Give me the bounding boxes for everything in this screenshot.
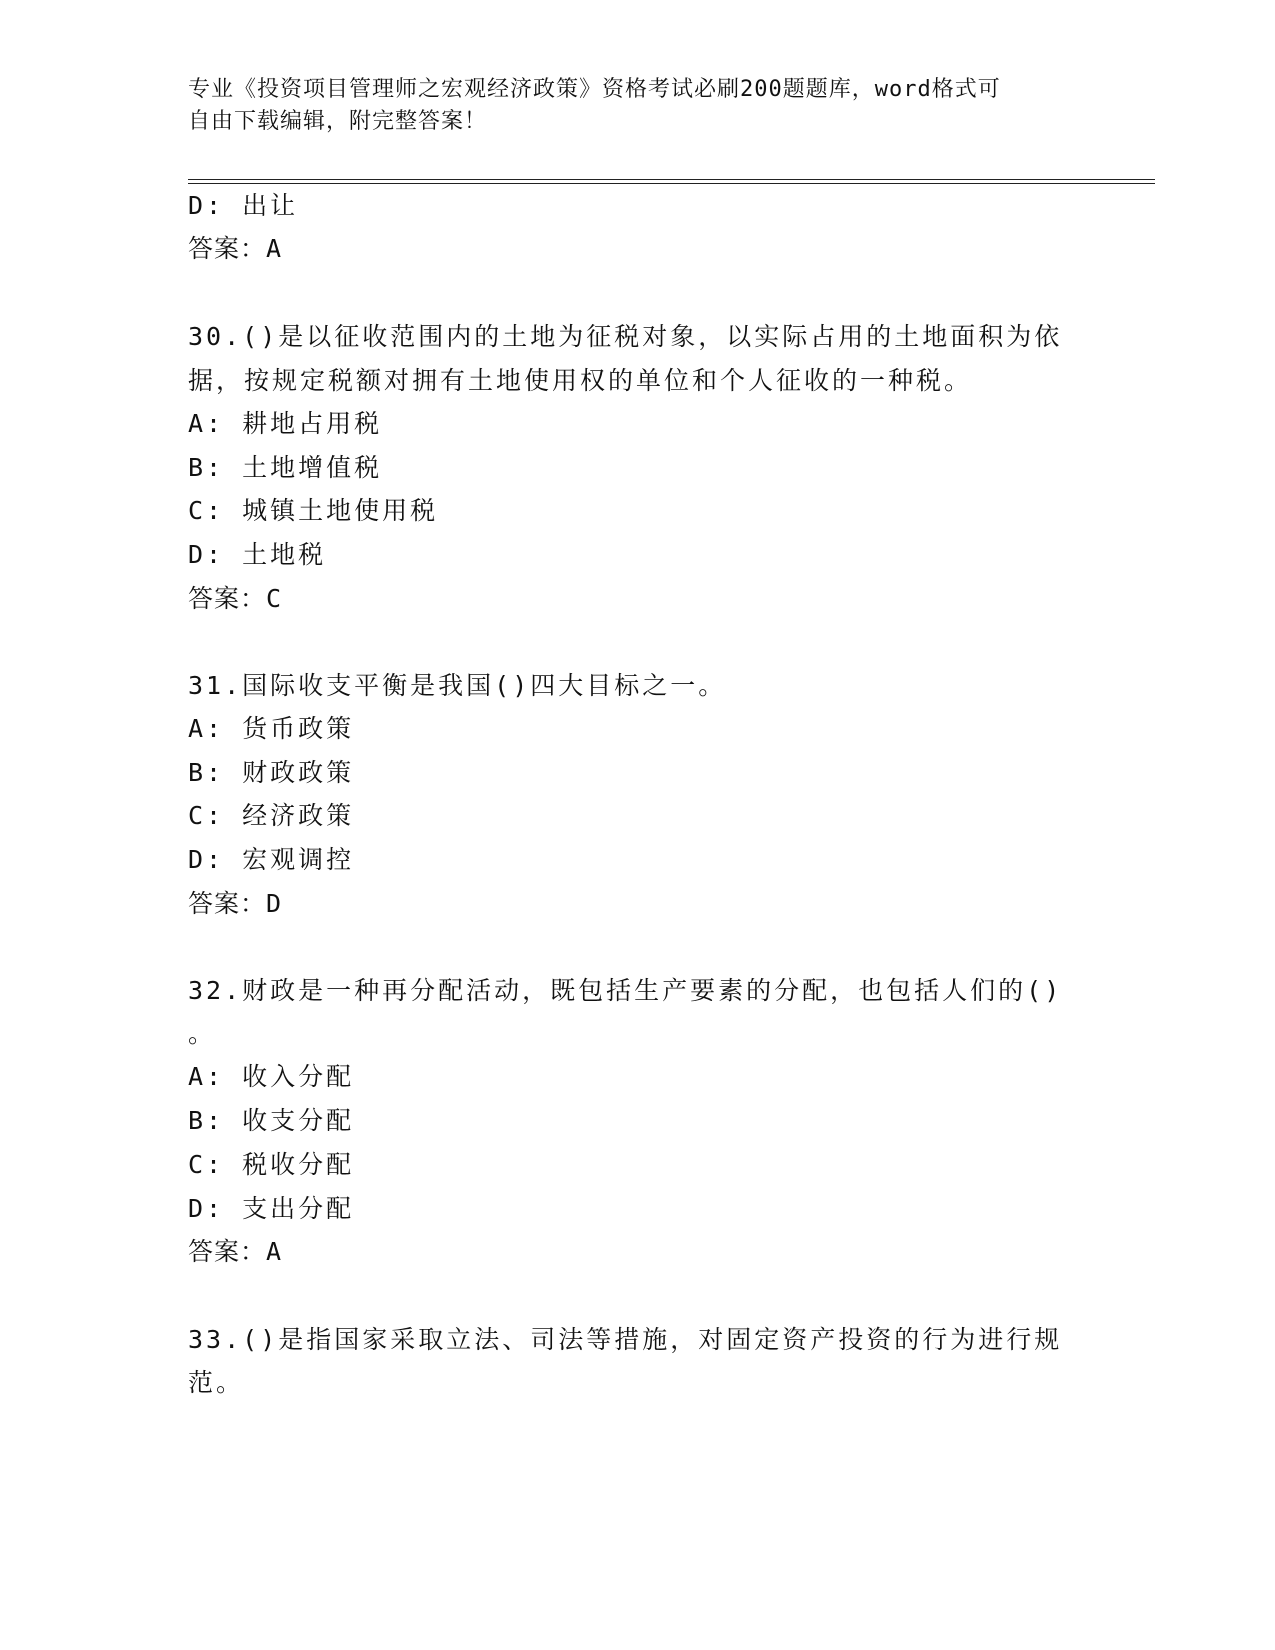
answer-value: C bbox=[266, 584, 283, 613]
question-32-stem-line-2: 。 bbox=[188, 1019, 217, 1048]
header-divider-top bbox=[188, 179, 1155, 180]
prev-option-d: D: 出让 bbox=[188, 191, 299, 220]
question-31-stem-line-1: 31.国际收支平衡是我国()四大目标之一。 bbox=[188, 671, 727, 700]
answer-value: A bbox=[266, 234, 283, 263]
question-33-stem-line-1: 33.()是指国家采取立法、司法等措施，对固定资产投资的行为进行规 bbox=[188, 1325, 1063, 1354]
answer-label: 答案： bbox=[188, 584, 267, 613]
question-30-answer bbox=[188, 584, 1088, 614]
question-30-stem-line-1: 30.()是以征收范围内的土地为征税对象，以实际占用的土地面积为依 bbox=[188, 322, 1063, 351]
question-32-answer bbox=[188, 1237, 1088, 1267]
question-32-option-b: B: 收支分配 bbox=[188, 1106, 355, 1135]
header-divider-bottom bbox=[188, 183, 1155, 184]
prev-answer bbox=[188, 234, 1088, 264]
question-32-option-c: C: 税收分配 bbox=[188, 1150, 355, 1179]
question-30-option-c: C: 城镇土地使用税 bbox=[188, 496, 439, 525]
question-32-option-a: A: 收入分配 bbox=[188, 1062, 355, 1091]
question-31-option-a: A: 货币政策 bbox=[188, 714, 355, 743]
question-32-stem-line-1: 32.财政是一种再分配活动，既包括生产要素的分配，也包括人们的() bbox=[188, 976, 1063, 1005]
question-31-answer bbox=[188, 889, 1088, 919]
question-30-stem-line-2: 据，按规定税额对拥有土地使用权的单位和个人征收的一种税。 bbox=[188, 366, 973, 395]
answer-label: 答案： bbox=[188, 889, 267, 918]
answer-label: 答案： bbox=[188, 234, 267, 263]
question-31-option-b: B: 财政政策 bbox=[188, 758, 355, 787]
question-30-option-b: B: 土地增值税 bbox=[188, 453, 383, 482]
header-line-1: 专业《投资项目管理师之宏观经济政策》资格考试必刷200题题库，word格式可 bbox=[188, 77, 1001, 102]
question-31-option-c: C: 经济政策 bbox=[188, 801, 355, 830]
header-line-2: 自由下载编辑，附完整答案！ bbox=[188, 109, 488, 134]
question-32-option-d: D: 支出分配 bbox=[188, 1194, 355, 1223]
answer-label: 答案： bbox=[188, 1237, 267, 1266]
document-header bbox=[188, 74, 1088, 138]
question-30-option-a: A: 耕地占用税 bbox=[188, 409, 383, 438]
answer-value: A bbox=[266, 1237, 283, 1266]
answer-value: D bbox=[266, 889, 283, 918]
question-30-option-d: D: 土地税 bbox=[188, 540, 327, 569]
question-33-stem-line-2: 范。 bbox=[188, 1368, 245, 1397]
question-31-option-d: D: 宏观调控 bbox=[188, 845, 355, 874]
